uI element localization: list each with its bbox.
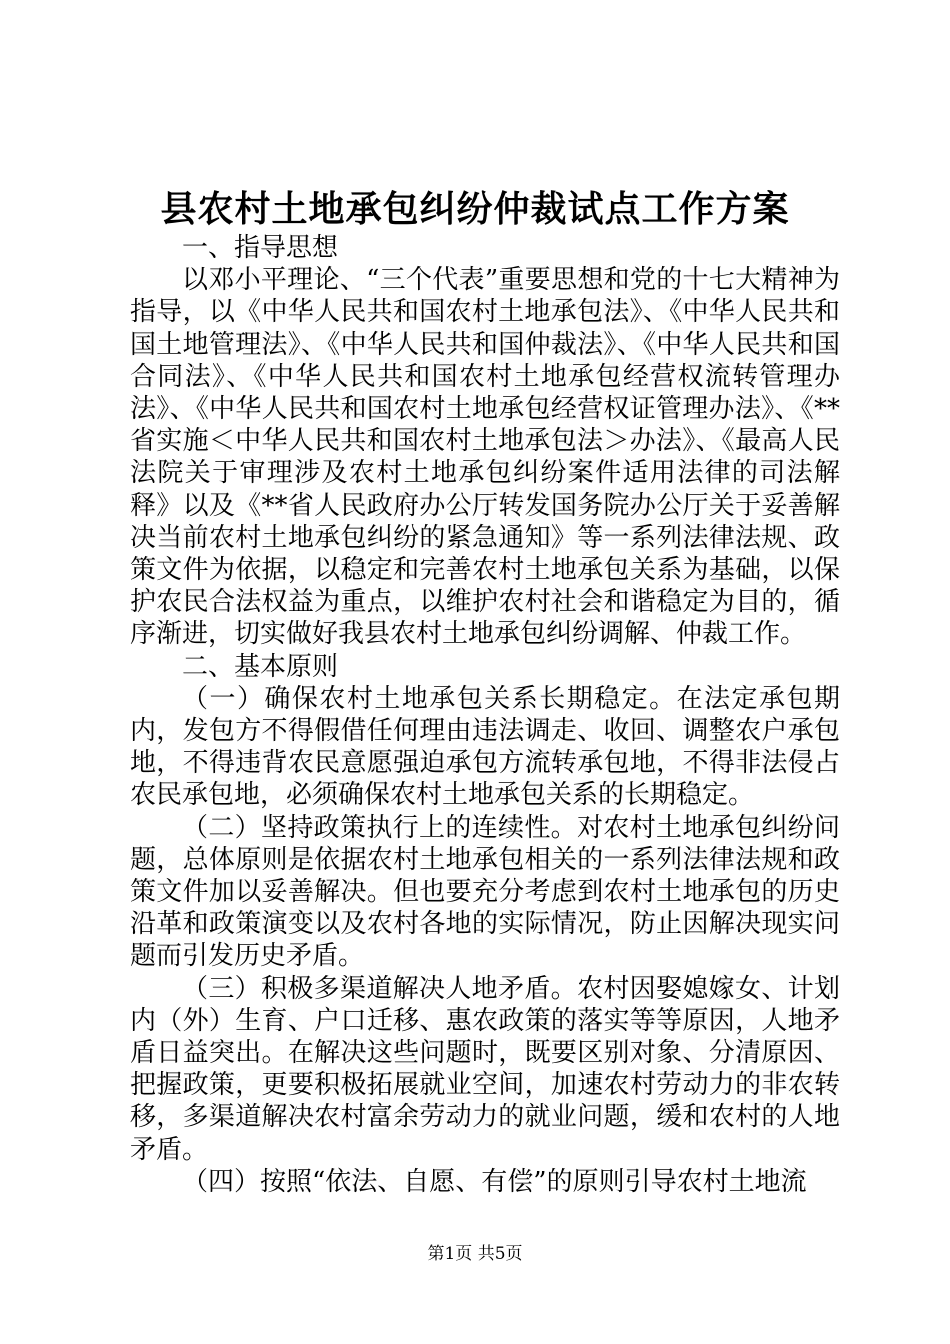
page-footer: 第1页 共5页 <box>427 1244 523 1264</box>
document-body <box>130 232 840 1198</box>
paragraph: （四）按照“依法、自愿、有偿”的原则引导农村土地流 <box>182 1166 807 1197</box>
paragraph: （二）坚持政策执行上的连续性。对农村土地承包纠纷问题，总体原则是依据农村土地承包相关的一系列法律法规和政策文件加以妥善解决。但也要充分考虑到农村土地承包的历史沿革和政策演变以及农村各地的实际情况，防止因解决现实问题而引发历史矛盾。 <box>130 812 840 972</box>
paragraph: （一）确保农村土地承包关系长期稳定。在法定承包期内，发包方不得假借任何理由违法调走、收回、调整农户承包地，不得违背农民意愿强迫承包方流转承包地，不得非法侵占农民承包地，必须确保农村土地承包关系的长期稳定。 <box>130 683 840 811</box>
section-heading: 一、指导思想 <box>182 233 339 263</box>
paragraph: （三）积极多渠道解决人地矛盾。农村因娶媳嫁女、计划内（外）生育、户口迁移、惠农政策的落实等等原因，人地矛盾日益突出。在解决这些问题时，既要区别对象、分清原因、把握政策，更要积极拓展就业空间，加速农村劳动力的非农转移，多渠道解决农村富余劳动力的就业问题，缓和农村的人地矛盾。 <box>130 973 840 1165</box>
paragraph: 以邓小平理论、“三个代表”重要思想和党的十七大精神为指导，以《中华人民共和国农村土地承包法》、《中华人民共和国土地管理法》、《中华人民共和国仲裁法》、《中华人民共和国合同法》、《中华人民共和国农村土地承包经营权流转管理办法》、《中华人民共和国农村土地承包经营权证管理办法》、《**省实施＜中华人民共和国农村土地承包法＞办法》、《最高人民法院关于审理涉及农村土地承包纠纷案件适用法律的司法解释》以及《**省人民政府办公厅转发国务院办公厅关于妥善解决当前农村土地承包纠纷的紧急通知》等一系列法律法规、政策文件为依据，以稳定和完善农村土地承包关系为基础，以保护农民合法权益为重点，以维护农村社会和谐稳定为目的，循序渐进，切实做好我县农村土地承包纠纷调解、仲裁工作。 <box>130 265 840 650</box>
section-heading: 二、基本原则 <box>182 651 339 682</box>
document-title: 县农村土地承包纠纷仲裁试点工作方案 <box>160 188 790 230</box>
